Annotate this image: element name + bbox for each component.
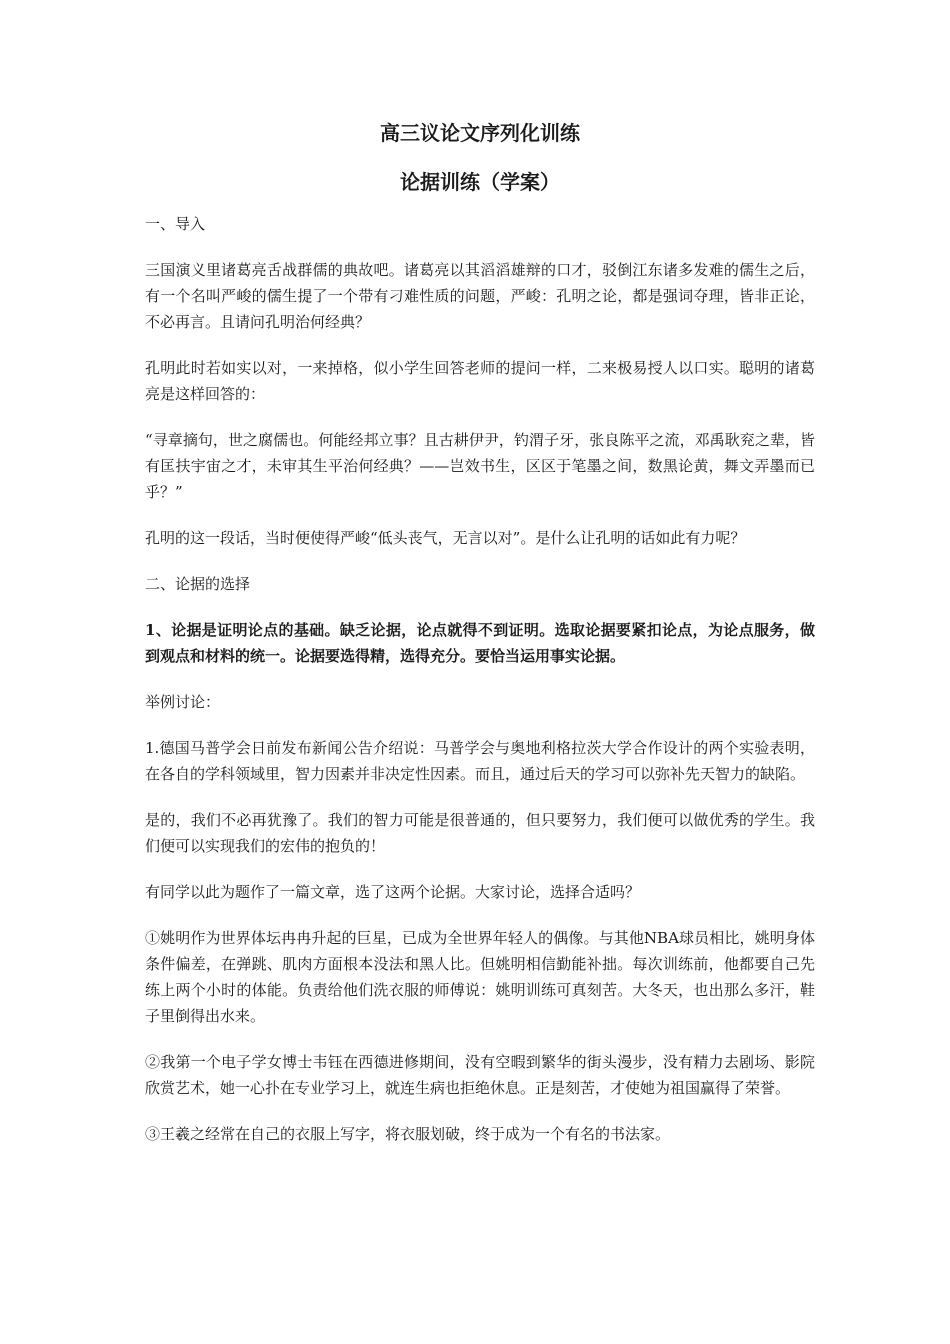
section-heading-intro: 一、导入 — [145, 215, 206, 233]
list-item-wangxizhi: ③王羲之经常在自己的衣服上写字，将衣服划破，终于成为一个有名的书法家。 — [145, 1125, 671, 1143]
paragraph-question: 孔明的这一段话，当时便使得严峻“低头丧气，无言以对”。是什么让孔明的话如此有力呢？ — [145, 529, 746, 547]
paragraph-example-1: 1.德国马普学会日前发布新闻公告介绍说：马普学会与奥地利格拉茨大学合作设计的两个实验表明，在各自的学科领域里，智力因素并非决定性因素。而且，通过后天的学习可以弥补先天智力的缺陷。 — [145, 739, 815, 783]
paragraph-kongming: 孔明此时若如实以对，一来掉格，似小学生回答老师的提问一样，二来极易授人以口实。聪明的诸葛亮是这样回答的： — [145, 359, 815, 403]
list-item-yaoming: ①姚明作为世界体坛冉冉升起的巨星，已成为全世界年轻人的偶像。与其他NBA球员相比，姚明身体条件偏差，在弹跳、肌肉方面根本没法和黑人比。但姚明相信勤能补拙。每次训练前，他都要自己先练上两个小时的体能。负责给他们洗衣服的师傅说：姚明训练可真刻苦。大冬天，也出那么多汗，鞋子里倒得出水来。 — [145, 929, 815, 1025]
paragraph-prompt: 有同学以此为题作了一篇文章，选了这两个论据。大家讨论，选择合适吗？ — [145, 883, 641, 901]
list-item-weiyu: ②我第一个电子学女博士韦钰在西德进修期间，没有空暇到繁华的街头漫步，没有精力去剧场、影院欣赏艺术，她一心扑在专业学习上，就连生病也拒绝休息。正是刻苦，才使她为祖国赢得了荣誉。 — [145, 1053, 815, 1097]
paragraph-story: 三国演义里诸葛亮舌战群儒的典故吧。诸葛亮以其滔滔雄辩的口才，驳倒江东诸多发难的儒生之后，有一个名叫严峻的儒生提了一个带有刁难性质的问题，严峻：孔明之论，都是强词夺理，皆非正论，不必再言。且请问孔明治何经典？ — [145, 261, 815, 331]
paragraph-principle: 1、论据是证明论点的基础。缺乏论据，论点就得不到证明。选取论据要紧扣论点，为论点服务，做到观点和材料的统一。论据要选得精，选得充分。要恰当运用事实论据。 — [145, 621, 815, 665]
document-title: 高三议论文序列化训练 — [380, 121, 580, 145]
paragraph-discussion-label: 举例讨论： — [145, 693, 221, 711]
document-subtitle: 论据训练（学案） — [400, 170, 560, 194]
paragraph-conclusion: 是的，我们不必再犹豫了。我们的智力可能是很普通的，但只要努力，我们便可以做优秀的学生。我们便可以实现我们的宏伟的抱负的！ — [145, 811, 815, 855]
document-page — [145, 118, 815, 1167]
section-heading-selection: 二、论据的选择 — [145, 575, 251, 593]
paragraph-quote: “寻章摘句，世之腐儒也。何能经邦立事？且古耕伊尹，钓渭子牙，张良陈平之流，邓禹耿兖之辈，皆有匡扶宇宙之才，未审其生平治何经典？——岂效书生，区区于笔墨之间，数黑论黄，舞文弄墨而已乎？” — [145, 431, 815, 501]
